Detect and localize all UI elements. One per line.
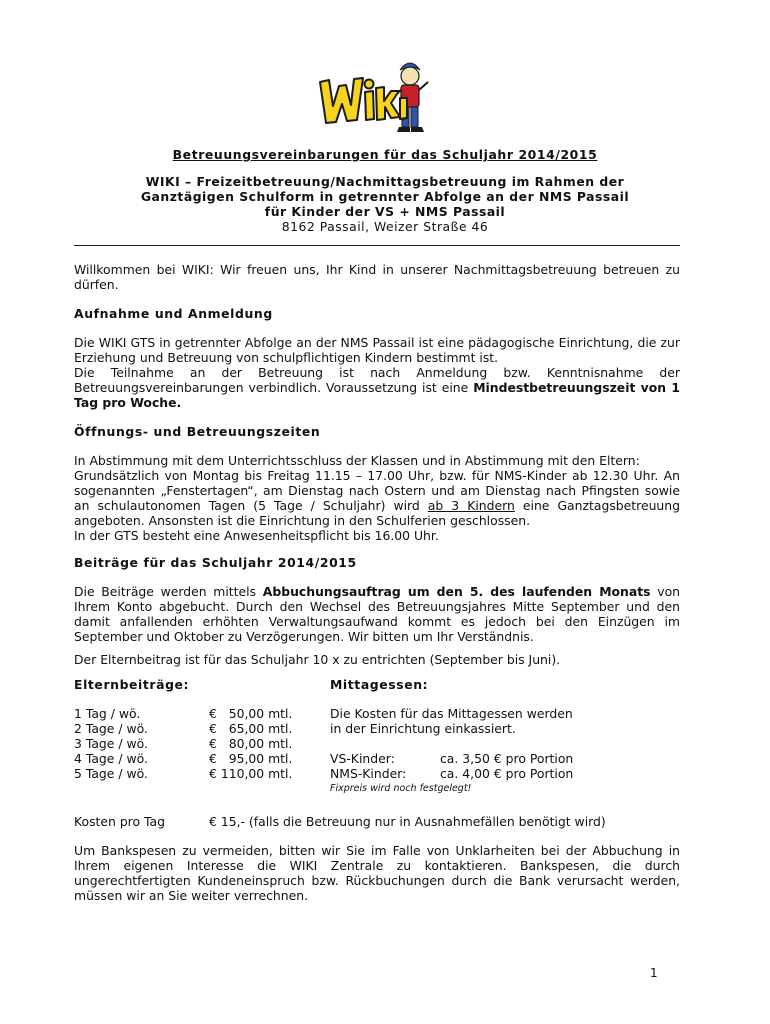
subtitle-line-2: Ganztägigen Schulform in getrennter Abfolge an der NMS Passail bbox=[140, 189, 630, 204]
meals-nms-price: ca. 4,00 € pro Portion bbox=[440, 766, 574, 781]
section-heading-opening-hours: Öffnungs- und Betreuungszeiten bbox=[74, 424, 321, 439]
document-title: Betreuungsvereinbarungen für das Schuljahr 2014/2015 bbox=[172, 147, 598, 162]
registration-paragraph-2: Die Teilnahme an der Betreuung ist nach Anmeldung bzw. Kenntnisnahme der Betreuungsvereinbarungen verbindlich. Voraussetzung ist eine Mindestbetreuungszeit von 1 Tag pro Woche. bbox=[74, 365, 680, 410]
address: 8162 Passail, Weizer Straße 46 bbox=[281, 219, 489, 234]
cost-per-day-row bbox=[74, 814, 680, 829]
document-body bbox=[74, 262, 680, 903]
fee-price: € 50,00 mtl. bbox=[209, 706, 293, 721]
meals-column bbox=[330, 706, 680, 796]
document-subtitle bbox=[0, 174, 770, 234]
fee-days: 3 Tage / wö. bbox=[74, 736, 148, 751]
direct-debit-note: Abbuchungsauftrag um den 5. des laufenden Monats bbox=[262, 584, 651, 599]
fees-paragraph-1: Die Beiträge werden mittels Abbuchungsauftrag um den 5. des laufenden Monats von Ihrem Konto abgebucht. Durch den Wechsel des Betreuungsjahres Mitte September und den damit anfallenden erhöhten Verwaltungsaufwand kommt es jedoch bei den Einzügen im September und Oktober zu Verzögerungen. Wir bitten um Ihr Verständnis. bbox=[74, 584, 681, 644]
attendance-note: In der GTS besteht eine Anwesenheitspflicht bis 16.00 Uhr. bbox=[74, 528, 439, 543]
cost-per-day-value: € 15,- (falls die Betreuung nur in Ausnahmefällen benötigt wird) bbox=[209, 814, 606, 829]
logo-text: WiKi bbox=[317, 136, 320, 137]
header-divider bbox=[74, 245, 680, 246]
fee-price: € 95,00 mtl. bbox=[209, 751, 293, 766]
min-children-note: ab 3 Kindern bbox=[427, 498, 515, 513]
fee-days: 2 Tage / wö. bbox=[74, 721, 148, 736]
fee-days-column bbox=[74, 706, 204, 781]
fee-price: € 110,00 mtl. bbox=[209, 766, 293, 781]
subtitle-line-1: WIKI – Freizeitbetreuung/Nachmittagsbetreuung im Rahmen der bbox=[145, 174, 625, 189]
parent-fees-heading: Elternbeiträge: bbox=[74, 677, 190, 692]
page-number: 1 bbox=[650, 966, 658, 980]
meals-fixed-price-note: Fixpreis wird noch festgelegt! bbox=[330, 783, 472, 794]
section-heading-registration: Aufnahme und Anmeldung bbox=[74, 306, 273, 321]
fee-days: 1 Tag / wö. bbox=[74, 706, 141, 721]
opening-paragraph-1: In Abstimmung mit dem Unterrichtsschluss der Klassen und in Abstimmung mit den Eltern: bbox=[74, 453, 640, 468]
fee-days: 5 Tage / wö. bbox=[74, 766, 148, 781]
minimum-care-time: Mindestbetreuungszeit von 1 Tag pro Woche. bbox=[74, 380, 680, 410]
fee-price-column bbox=[209, 706, 319, 781]
wiki-logo bbox=[316, 58, 436, 138]
subtitle-line-3: für Kinder der VS + NMS Passail bbox=[264, 204, 506, 219]
section-heading-fees: Beiträge für das Schuljahr 2014/2015 bbox=[74, 555, 357, 570]
meals-line-1: Die Kosten für das Mittagessen werden bbox=[330, 706, 573, 721]
fee-days: 4 Tage / wö. bbox=[74, 751, 148, 766]
opening-paragraph-2: Grundsätzlich von Montag bis Freitag 11.15 – 17.00 Uhr, bzw. für NMS-Kinder ab 12.30 Uhr. An sogenannten „Fenstertagen“, am Dienstag nach Ostern und am Dienstag nach Pfingsten sowie an schulautonomen Tagen (5 Tage / Schuljahr) wird ab 3 Kindern eine Ganztagsbetreuung angeboten. Ansonsten ist die Einrichtung in den Schulferien geschlossen. bbox=[74, 468, 680, 528]
welcome-text: Willkommen bei WIKI: Wir freuen uns, Ihr Kind in unserer Nachmittagsbetreuung betreuen zu dürfen. bbox=[74, 262, 680, 292]
fee-price: € 65,00 mtl. bbox=[209, 721, 293, 736]
fees-table bbox=[74, 706, 680, 814]
meals-nms-row bbox=[330, 766, 680, 781]
cost-per-day-label: Kosten pro Tag bbox=[74, 814, 165, 829]
meals-vs-price: ca. 3,50 € pro Portion bbox=[440, 751, 574, 766]
registration-paragraph-1: Die WIKI GTS in getrennter Abfolge an der NMS Passail ist eine pädagogische Einrichtung, die zur Erziehung und Betreuung von schulpflichtigen Kindern bestimmt ist. bbox=[74, 335, 680, 365]
meals-nms-label: NMS-Kinder: bbox=[330, 766, 407, 781]
bank-fees-paragraph: Um Bankspesen zu vermeiden, bitten wir Sie im Falle von Unklarheiten bei der Abbuchung in Ihrem eigenen Interesse die WIKI Zentrale zu kontaktieren. Bankspesen, die durch ungerechtfertigten Kundeneinspruch bzw. Rückbuchungen durch die Bank verursacht werden, müssen wir an Sie weiter verrechnen. bbox=[74, 843, 680, 903]
fees-paragraph-2: Der Elternbeitrag ist für das Schuljahr 10 x zu entrichten (September bis Juni). bbox=[74, 652, 561, 667]
fee-price: € 80,00 mtl. bbox=[209, 736, 293, 751]
meals-heading: Mittagessen: bbox=[330, 677, 429, 692]
meals-vs-row bbox=[330, 751, 680, 766]
meals-vs-label: VS-Kinder: bbox=[330, 751, 395, 766]
meals-line-2: in der Einrichtung einkassiert. bbox=[330, 721, 516, 736]
fees-meals-headings bbox=[74, 677, 680, 692]
